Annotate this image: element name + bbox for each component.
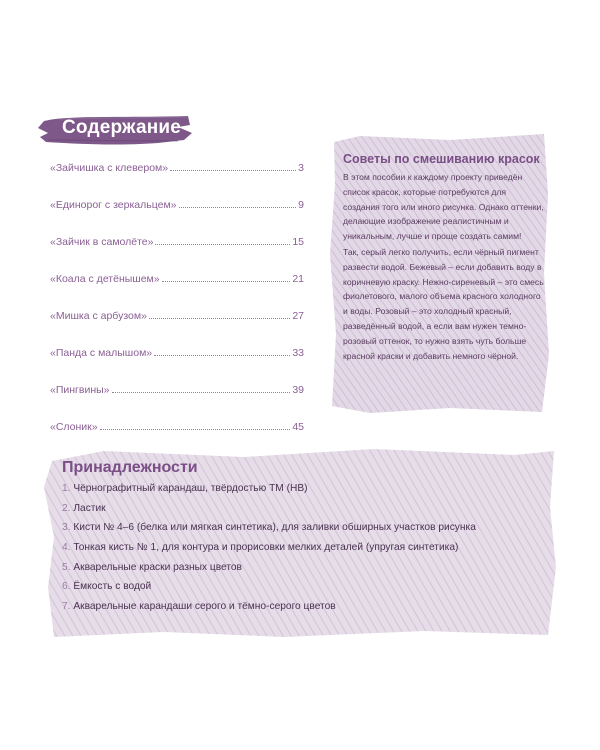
- toc-item-label: «Коала с детёнышем»: [50, 273, 160, 285]
- list-item-number: 3.: [62, 522, 71, 534]
- list-item: [62, 558, 542, 578]
- list-item: [62, 577, 542, 597]
- toc-leader: [149, 317, 290, 319]
- list-item-number: 5.: [62, 561, 71, 573]
- toc-title: Содержание: [62, 117, 182, 138]
- toc-item-page: 9: [298, 199, 304, 211]
- list-item-text: Чёрнографитный карандаш, твёрдостью ТМ (HB): [73, 483, 308, 494]
- toc-item-page: 3: [298, 162, 304, 174]
- toc-leader: [100, 428, 291, 430]
- toc-item-label: «Единорог с зеркальцем»: [50, 199, 177, 211]
- toc-item[interactable]: [50, 236, 304, 248]
- toc-item[interactable]: [50, 273, 304, 285]
- toc-item-page: 33: [292, 347, 304, 359]
- toc-item[interactable]: [50, 347, 304, 359]
- tips-paragraph: Так, серый легко получить, если чёрный пигмент развести водой. Бежевый – если добавить воду в коричневую краску. Нежно-сиреневый – это смесь фиолетового, малого объема красного холодного и воды. Розовый – это холодный красный, разведённый водой, а если вам нужен темно-розовый оттенок, то нужно взять чуть больше красной краски и добавить немного чёрной.: [343, 246, 544, 361]
- list-item-text: Ластик: [73, 502, 106, 514]
- toc-item-label: «Мишка с арбузом»: [50, 310, 147, 322]
- list-item-text: Тонкая кисть № 1, для контура и прорисовки мелких деталей (упругая синтетика): [73, 542, 459, 554]
- toc-item-page: 27: [292, 310, 304, 322]
- toc-item-label: «Слоник»: [50, 421, 98, 433]
- toc-item[interactable]: [50, 199, 304, 211]
- toc-item[interactable]: [50, 384, 304, 396]
- toc-item-label: «Зайчик в самолёте»: [50, 236, 154, 248]
- list-item-text: Акварельные краски разных цветов: [73, 561, 242, 573]
- list-item-number: 7.: [62, 601, 71, 613]
- supplies-list: [62, 479, 542, 617]
- toc-item[interactable]: [50, 310, 304, 322]
- tips-title: Советы по смешиванию красок: [343, 152, 540, 166]
- list-item: [62, 499, 542, 519]
- toc-item[interactable]: [50, 421, 304, 433]
- list-item: [62, 538, 542, 558]
- list-item-number: 4.: [62, 542, 71, 554]
- toc-item-label: «Зайчишка с клевером»: [50, 162, 169, 174]
- toc-item-label: «Панда с малышом»: [50, 347, 153, 359]
- list-item-text: Акварельные карандаши серого и тёмно-серого цветов: [73, 601, 336, 613]
- toc-leader: [179, 206, 297, 208]
- tips-paragraph: В этом пособии к каждому проекту приведён список красок, которые потребуются для создания того или иного рисунка. Однако оттенки, делающие изображение реалистичным и уникальным, лучше и проще создать самим!: [343, 172, 544, 242]
- toc-leader: [170, 169, 296, 171]
- toc-item-page: 15: [292, 236, 304, 248]
- list-item-text: Кисти № 4–6 (белка или мягкая синтетика), для заливки обширных участков рисунка: [73, 522, 476, 534]
- toc-leader: [162, 280, 291, 282]
- toc-item-label: «Пингвины»: [50, 384, 110, 396]
- toc-leader: [155, 243, 290, 245]
- list-item-text: Ёмкость с водой: [73, 581, 152, 593]
- toc-leader: [112, 391, 291, 393]
- toc-item-page: 39: [292, 384, 304, 396]
- list-item: [62, 597, 542, 617]
- toc-item[interactable]: [50, 162, 304, 174]
- toc-item-page: 45: [292, 421, 304, 433]
- list-item-number: 1.: [62, 483, 71, 494]
- list-item: [62, 479, 542, 499]
- tips-text: [343, 170, 545, 364]
- toc-item-page: 21: [292, 273, 304, 285]
- list-item: [62, 518, 542, 538]
- toc-leader: [154, 354, 290, 356]
- list-item-number: 6.: [62, 581, 71, 593]
- supplies-title: Принадлежности: [62, 459, 198, 476]
- list-item-number: 2.: [62, 502, 71, 514]
